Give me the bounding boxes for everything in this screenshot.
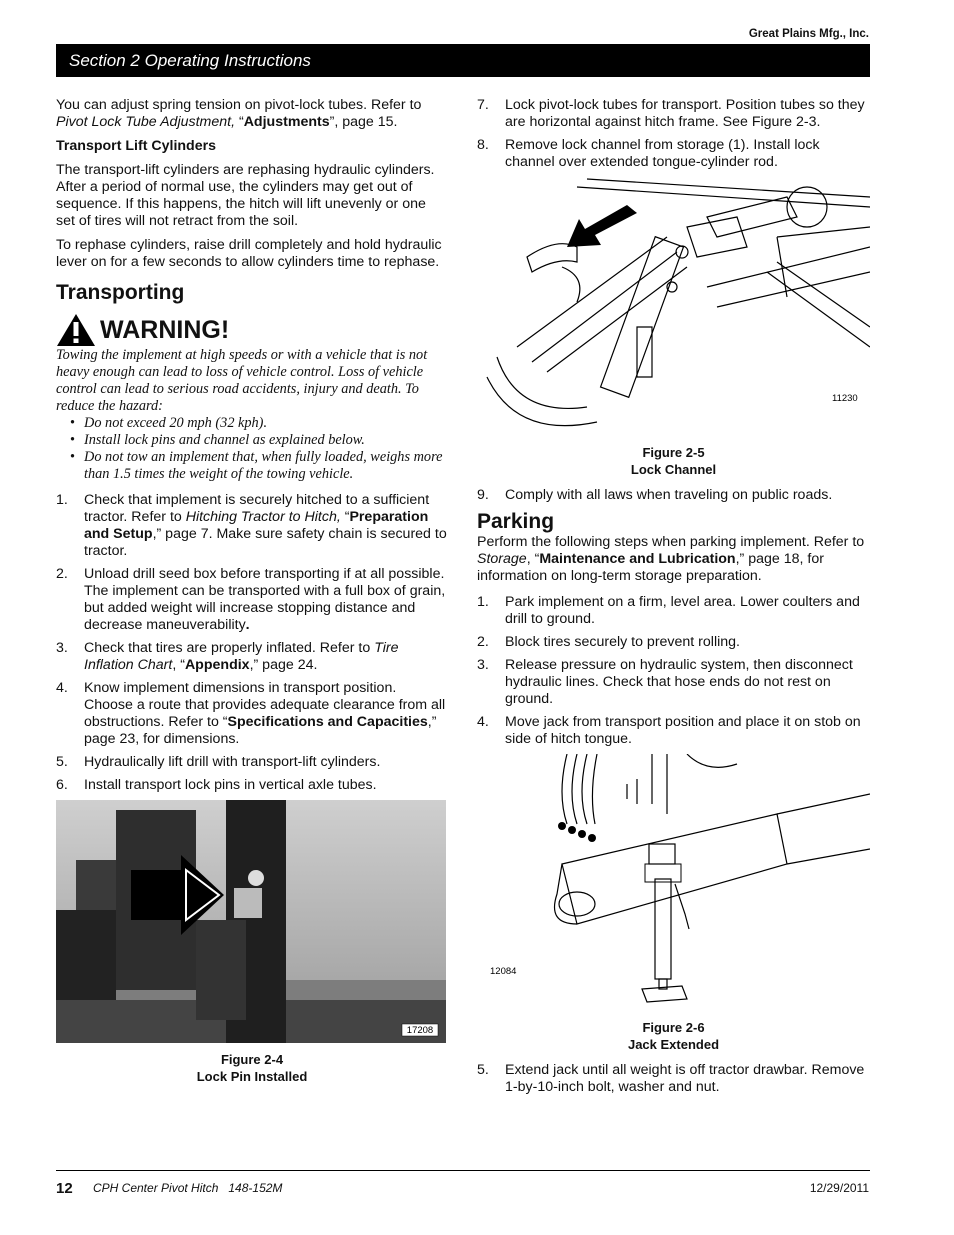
parking-step-4: 4. Move jack from transport position and place it on stob on side of hitch tongue. <box>477 714 861 747</box>
warning-title: WARNING! <box>100 315 230 344</box>
step-7: 7. Lock pivot-lock tubes for transport. Position tubes so they are horizontal against hitch frame. See Figure 2-3. <box>477 97 865 130</box>
parking-intro: Perform the following steps when parking implement. Refer to Storage, “Maintenance and Lubrication,” page 18, for information on long-term storage preparation. <box>477 534 865 584</box>
parking-step-5: 5. Extend jack until all weight is off tractor drawbar. Remove 1-by-10-inch bolt, washer and nut. <box>477 1062 865 1095</box>
right-column <box>477 97 870 1102</box>
drawing-id: 12084 <box>490 966 517 977</box>
intro-paragraph: You can adjust spring tension on pivot-lock tubes. Refer to Pivot Lock Tube Adjustment, “Adjustments”, page 15. <box>56 97 422 130</box>
heading-parking: Parking <box>477 510 555 533</box>
lock-channel-drawing <box>477 177 870 439</box>
parking-steps <box>477 594 870 748</box>
parking-steps-continued <box>477 1062 870 1096</box>
figure-caption <box>477 1019 870 1053</box>
step-3: 3. Check that tires are properly inflated. Refer to Tire Inflation Chart, “Appendix,” page 24. <box>56 640 399 673</box>
figure-title: Jack Extended <box>627 1037 720 1052</box>
warning-bullet: • Do not tow an implement that, when fully loaded, weighs more than 1.5 times the weight of the towing vehicle. <box>56 449 448 483</box>
figure-label: Figure 2-4 <box>220 1052 284 1067</box>
step-8: 8. Remove lock channel from storage (1). Install lock channel over extended tongue-cylinder rod. <box>477 137 820 170</box>
page-number: 12 <box>56 1180 73 1197</box>
parking-step-1: 1. Park implement on a firm, level area. Lower coulters and drill to ground. <box>477 594 860 627</box>
rephase-paragraph: The transport-lift cylinders are rephasing hydraulic cylinders. After a period of normal use, the cylinders may get out of sequence. If this happens, the hitch will lift unevenly or one set of tires will not retract from the soil. <box>56 162 435 229</box>
subheading-transport-lift-cylinders: Transport Lift Cylinders <box>56 138 217 154</box>
rephase-instructions: To rephase cylinders, raise drill completely and hold hydraulic lever on for a few seconds to allow cylinders time to rephase. <box>56 237 442 270</box>
transport-steps <box>56 492 448 794</box>
step-4: 4. Know implement dimensions in transport position. Choose a route that provides adequate clearance from all obstructions. Refer to “Specifications and Capacities,” page 23, for dimensions. <box>56 680 446 747</box>
figure-lock-channel <box>477 177 870 478</box>
warning-text: Towing the implement at high speeds or with a vehicle that is not heavy enough can lead to loss of vehicle control. Loss of vehicle control can lead to serious road accidents, injury and death. To reduce the hazard: <box>56 347 428 414</box>
figure-label: Figure 2-5 <box>642 445 705 460</box>
section-header: Section 2 Operating Instructions <box>56 44 870 77</box>
company-name: Great Plains Mfg., Inc. <box>748 28 869 40</box>
warning-bullet: • Do not exceed 20 mph (32 kph). <box>56 415 448 432</box>
step-2: 2. Unload drill seed box before transporting if at all possible. The implement can be transported with a full box of grain, but added weight will increase stopping distance and decrease maneuverability. <box>56 566 446 633</box>
document-title: CPH Center Pivot Hitch 148-152M <box>93 1181 283 1195</box>
transport-steps-continued <box>477 97 870 171</box>
photo-id: 17208 <box>406 1025 434 1036</box>
lock-pin-photo <box>56 800 446 1043</box>
warning-header <box>56 313 448 347</box>
warning-bullets <box>56 415 448 483</box>
figure-jack-extended <box>477 754 870 1053</box>
left-column <box>56 97 448 1085</box>
step-6: 6. Install transport lock pins in vertical axle tubes. <box>56 777 377 793</box>
heading-transporting: Transporting <box>56 281 185 304</box>
figure-caption <box>56 1051 448 1085</box>
parking-step-2: 2. Block tires securely to prevent rolling. <box>477 634 740 650</box>
figure-title: Lock Pin Installed <box>196 1069 308 1084</box>
step-5: 5. Hydraulically lift drill with transport-lift cylinders. <box>56 754 381 770</box>
figure-label: Figure 2-6 <box>642 1020 705 1035</box>
step-9: 9. Comply with all laws when traveling on public roads. <box>477 487 833 503</box>
warning-triangle-icon <box>56 313 96 347</box>
drawing-id: 11230 <box>832 393 858 404</box>
jack-extended-drawing <box>477 754 870 1014</box>
parking-step-3: 3. Release pressure on hydraulic system, then disconnect hydraulic lines. Check that hose ends do not rest on ground. <box>477 657 853 707</box>
document-date: 12/29/2011 <box>809 1181 869 1195</box>
figure-lock-pin <box>56 800 448 1085</box>
transport-steps-final <box>477 487 870 504</box>
footer-divider <box>56 1170 870 1171</box>
figure-caption <box>477 444 870 478</box>
step-1: 1. Check that implement is securely hitched to a sufficient tractor. Refer to Hitching Tractor to Hitch, “Preparation and Setup,” page 7. Make sure safety chain is secured to tractor. <box>56 492 447 559</box>
figure-title: Lock Channel <box>630 462 717 477</box>
warning-bullet: • Install lock pins and channel as explained below. <box>56 432 448 449</box>
